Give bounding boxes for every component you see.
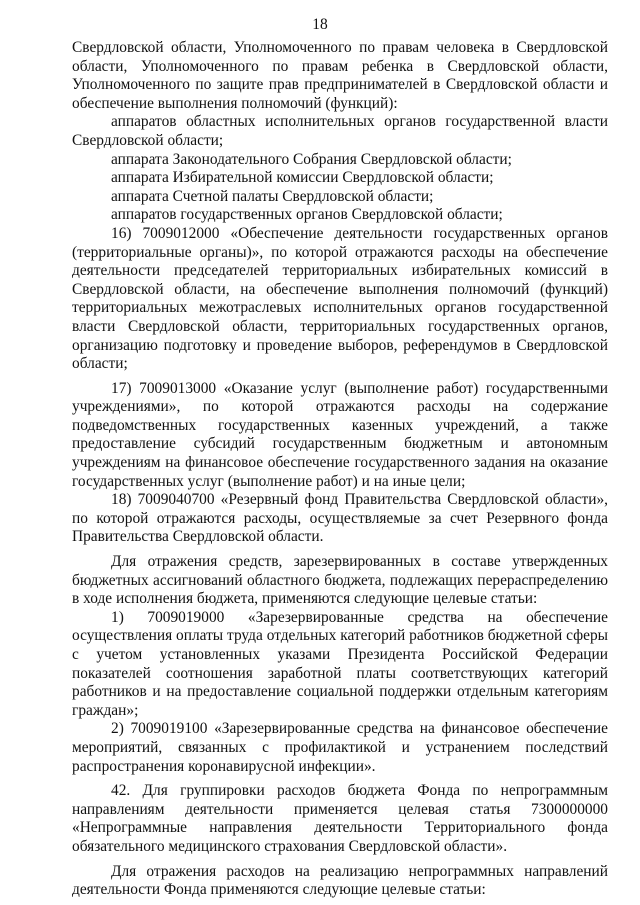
page-number: 18 [312,16,328,33]
paragraph: 18) 7009040700 «Резервный фонд Правительства Свердловской области», по которой отражаются расходы, осуществляемые за счет Резервного фонда Правительства Свердловской области. [72,491,608,546]
paragraph: 1) 7009019000 «Зарезервированные средства на обеспечение осуществления оплаты труда отдельных категорий работников бюджетной сферы с учетом установленных указами Президента Российской Федерации показателей соотношения заработной платы соответствующих категорий работников и на предоставление социальной поддержки отдельным категориям граждан»; [72,608,608,719]
paragraph: аппаратов областных исполнительных органов государственной власти Свердловской области; [72,113,608,149]
paragraph: аппарата Счетной палаты Свердловской области; [111,187,434,205]
paragraph: Для отражения расходов на реализацию непрограммных направлений деятельности Фонда применяются следующие целевые статьи: [72,862,608,899]
document-body [72,39,608,900]
paragraph: 2) 7009019100 «Зарезервированные средства на финансовое обеспечение мероприятий, связанных с профилактикой и устранением последствий распространения коронавирусной инфекции». [72,720,608,775]
paragraph: Для отражения средств, зарезервированных в составе утвержденных бюджетных ассигнований областного бюджета, подлежащих перераспределению в ходе исполнения бюджета, применяются следующие целевые статьи: [72,553,608,608]
paragraph: 16) 7009012000 «Обеспечение деятельности государственных органов (территориальные органы)», по которой отражаются расходы на обеспечение деятельности председателей территориальных избирательных комиссий в Свердловской области, на обеспечение выполнения полномочий (функций) территориальных межотраслевых исполнительных органов государственной власти Свердловской области, территориальных государственных органов, организацию подготовку и проведение выборов, референдумов в Свердловской области; [72,224,608,373]
paragraph: аппарата Избирательной комиссии Свердловской области; [111,169,494,187]
paragraph: Свердловской области, Уполномоченного по правам человека в Свердловской области, Уполномоченного по правам ребенка в Свердловской области, Уполномоченного по защите прав предпринимателей в Свердловской области и обеспечение выполнения полномочий (функций): [72,39,608,112]
paragraph: 42. Для группировки расходов бюджета Фонда по непрограммным направлениям деятельности применяется целевая статья 7300000000 «Непрограммные направления деятельности Территориального фонда обязательного медицинского страхования Свердловской области». [72,782,608,855]
paragraph: 17) 7009013000 «Оказание услуг (выполнение работ) государственными учреждениями», по которой отражаются расходы на содержание подведомственных государственных казенных учреждений, а также предоставление субсидий государственным бюджетным и автономным учреждениям на финансовое обеспечение государственного задания на оказание государственных услуг (выполнение работ) и на иные цели; [72,379,608,490]
paragraph: аппаратов государственных органов Свердловской области; [111,206,503,224]
paragraph: аппарата Законодательного Собрания Свердловской области; [111,150,512,168]
